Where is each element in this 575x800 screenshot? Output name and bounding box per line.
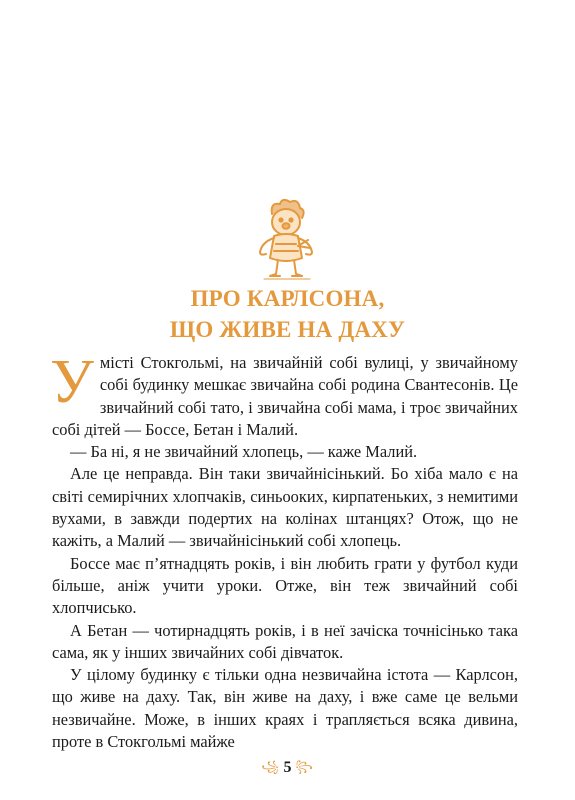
paragraph-5: А Бетан — чотирнадцять років, і в неї зачіска точнісінько така сама, як у інших звичайних собі дівчаток. [52,620,518,662]
drop-cap: У [50,348,94,416]
paragraph-1-text: місті Стокгольмі, на звичайній собі вулиці, у звичайному собі будинку мешкає звичайна собі родина Свантесонів. Це звичайний собі тато, і звичайна собі мама, і троє звичайних собі дітей — Боссе, Бетан і Малий. [52,353,518,439]
paragraph-3: Але це неправда. Він таки звичайнісінький. Бо хіба мало є на світі семирічних хлопчаків, синьооких, кирпатеньких, з немитими вухами, в завжди подертих на колінах штанцях? Отож, що не кажіть, а Малий — звичайнісінький собі хлопець. [52,464,518,551]
page-footer [0,759,575,781]
chapter-title-line-2: ЩО ЖИВЕ НА ДАХУ [169,317,406,342]
ornament-left-icon: ꧁ [261,761,280,773]
page-number: 5 [283,759,292,776]
paragraph-6: У цілому будинку є тільки одна незвичайна істота — Карлсон, що живе на даху. Так, він живе на даху, і вже саме це вельми незвичайне. Може, в інших краях і трапляється всяка дивина, проте в Стокгольмі майже [52,665,518,752]
paragraph-4: Боссе має п’ятнадцять років, і він любить грати у футбол куди більше, аніж учити уроки. Отже, він теж звичайний собі хлопчисько. [52,553,518,618]
paragraph-1 [50,348,518,441]
ornament-right-icon: ꧂ [295,761,314,773]
chapter-title-line-1: ПРО КАРЛСОНА, [190,286,385,311]
karlsson-icon [246,196,326,282]
chapter-body [50,348,518,753]
chapter-title [0,283,575,345]
paragraph-2: — Ба ні, я не звичайний хлопець, — каже Малий. [70,442,418,462]
